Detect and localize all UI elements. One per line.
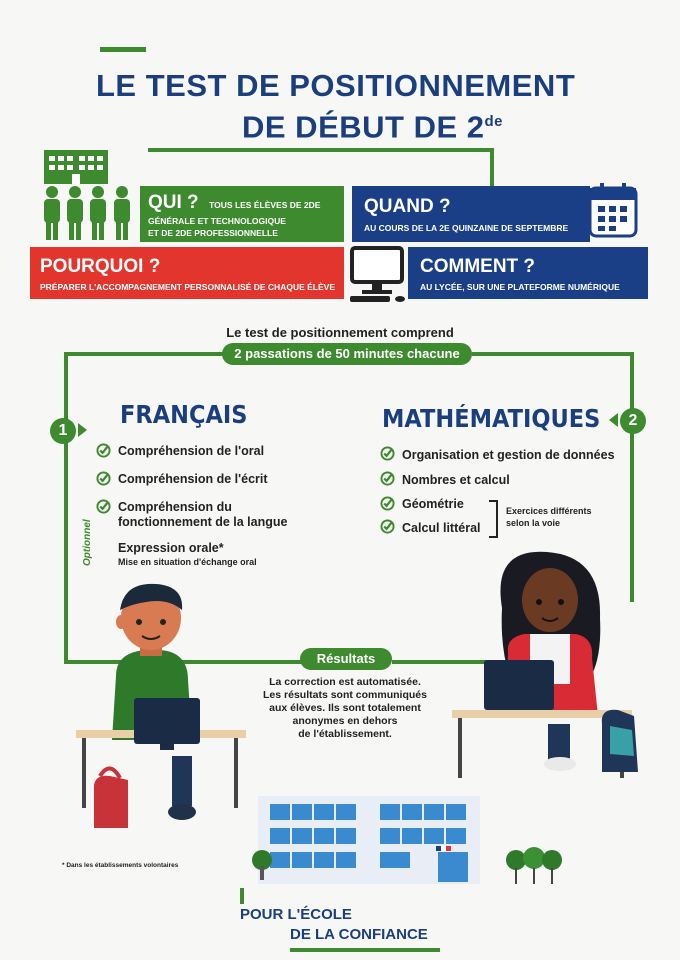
resultats-line-3: aux élèves. Ils sont totalement bbox=[269, 702, 421, 714]
computer-icon bbox=[346, 244, 408, 304]
student-boy-illustration bbox=[76, 580, 246, 836]
qui-line-3: ET DE 2DE PROFESSIONNELLE bbox=[148, 228, 278, 238]
title-frame-drop bbox=[490, 148, 494, 186]
francais-optional-item: Expression orale* bbox=[118, 541, 224, 555]
check-icon bbox=[380, 496, 395, 511]
footer-line-1: POUR L'ÉCOLE bbox=[240, 906, 352, 923]
check-icon bbox=[380, 471, 395, 486]
trees-illustration bbox=[504, 846, 564, 886]
maths-item-nombres: Nombres et calcul bbox=[402, 473, 510, 487]
voie-bracket bbox=[489, 500, 498, 538]
arrow-right-icon bbox=[78, 423, 87, 437]
title-frame-line bbox=[148, 148, 494, 152]
qui-line-2: GÉNÉRALE ET TECHNOLOGIQUE bbox=[148, 216, 286, 226]
quand-text: AU COURS DE LA 2E QUINZAINE DE SEPTEMBRE bbox=[364, 223, 569, 233]
passations-pill: 2 passations de 50 minutes chacune bbox=[222, 343, 472, 365]
qui-line-1: TOUS LES ÉLÈVES DE 2DE bbox=[209, 200, 321, 210]
qui-heading: QUI ? bbox=[148, 192, 199, 213]
title-line-2: DE DÉBUT DE 2de bbox=[242, 109, 503, 145]
comment-heading: COMMENT ? bbox=[420, 256, 536, 277]
quand-band bbox=[352, 186, 590, 242]
francais-item-ecrit: Compréhension de l'écrit bbox=[118, 472, 268, 486]
francais-item-langue-2: fonctionnement de la langue bbox=[118, 515, 288, 529]
students-group-icon bbox=[40, 184, 140, 242]
frame-left bbox=[64, 352, 68, 664]
footnote: * Dans les établissements volontaires bbox=[62, 862, 179, 869]
maths-title: MATHÉMATIQUES bbox=[382, 404, 601, 433]
maths-item-donnees: Organisation et gestion de données bbox=[402, 448, 615, 462]
title-line-1: LE TEST DE POSITIONNEMENT bbox=[96, 68, 576, 103]
school-building-illustration bbox=[240, 790, 498, 886]
check-icon bbox=[96, 471, 111, 486]
frame-top-left bbox=[64, 352, 224, 356]
maths-note-line-2: selon la voie bbox=[506, 518, 561, 528]
maths-note-line-1: Exercices différents bbox=[506, 506, 592, 516]
resultats-line-1: La correction est automatisée. bbox=[269, 676, 421, 688]
francais-item-oral: Compréhension de l'oral bbox=[118, 444, 265, 458]
calendar-icon bbox=[588, 182, 638, 238]
pourquoi-band bbox=[30, 247, 344, 299]
check-icon bbox=[96, 499, 111, 514]
francais-item-langue-1: Compréhension du bbox=[118, 500, 232, 514]
resultats-line-4: anonymes en dehors bbox=[292, 715, 398, 727]
intro-text: Le test de positionnement comprend bbox=[226, 325, 454, 340]
pourquoi-text: PRÉPARER L'ACCOMPAGNEMENT PERSONNALISÉ DE CHAQUE ÉLÈVE bbox=[40, 282, 335, 292]
footer-line-2: DE LA CONFIANCE bbox=[290, 926, 428, 943]
footer-accent-vertical bbox=[240, 888, 244, 904]
comment-band bbox=[408, 247, 648, 299]
top-accent-bar bbox=[100, 47, 146, 52]
maths-item-calcul-litteral: Calcul littéral bbox=[402, 521, 481, 535]
qui-band bbox=[140, 186, 344, 242]
quand-heading: QUAND ? bbox=[364, 196, 451, 217]
student-girl-illustration bbox=[452, 548, 652, 788]
francais-number-badge: 1 bbox=[50, 418, 76, 444]
resultats-text bbox=[250, 676, 440, 741]
footer-accent-bottom bbox=[290, 948, 440, 952]
francais-title: FRANÇAIS bbox=[120, 400, 248, 429]
maths-item-geometrie: Géométrie bbox=[402, 497, 464, 511]
maths-number-badge: 2 bbox=[620, 408, 646, 434]
check-icon bbox=[96, 443, 111, 458]
school-building-icon bbox=[44, 150, 108, 184]
francais-optional-sub: Mise en situation d'échange oral bbox=[118, 557, 257, 567]
optional-label: Optionnel bbox=[82, 519, 93, 566]
check-icon bbox=[380, 519, 395, 534]
resultats-pill: Résultats bbox=[300, 648, 392, 670]
page-title bbox=[96, 68, 636, 145]
frame-top-right bbox=[472, 352, 634, 356]
resultats-line-2: Les résultats sont communiqués bbox=[263, 689, 427, 701]
comment-text: AU LYCÉE, SUR UNE PLATEFORME NUMÉRIQUE bbox=[420, 282, 620, 292]
pourquoi-heading: POURQUOI ? bbox=[40, 256, 161, 277]
check-icon bbox=[380, 446, 395, 461]
arrow-left-icon bbox=[609, 413, 618, 427]
resultats-line-5: de l'établissement. bbox=[298, 728, 392, 740]
